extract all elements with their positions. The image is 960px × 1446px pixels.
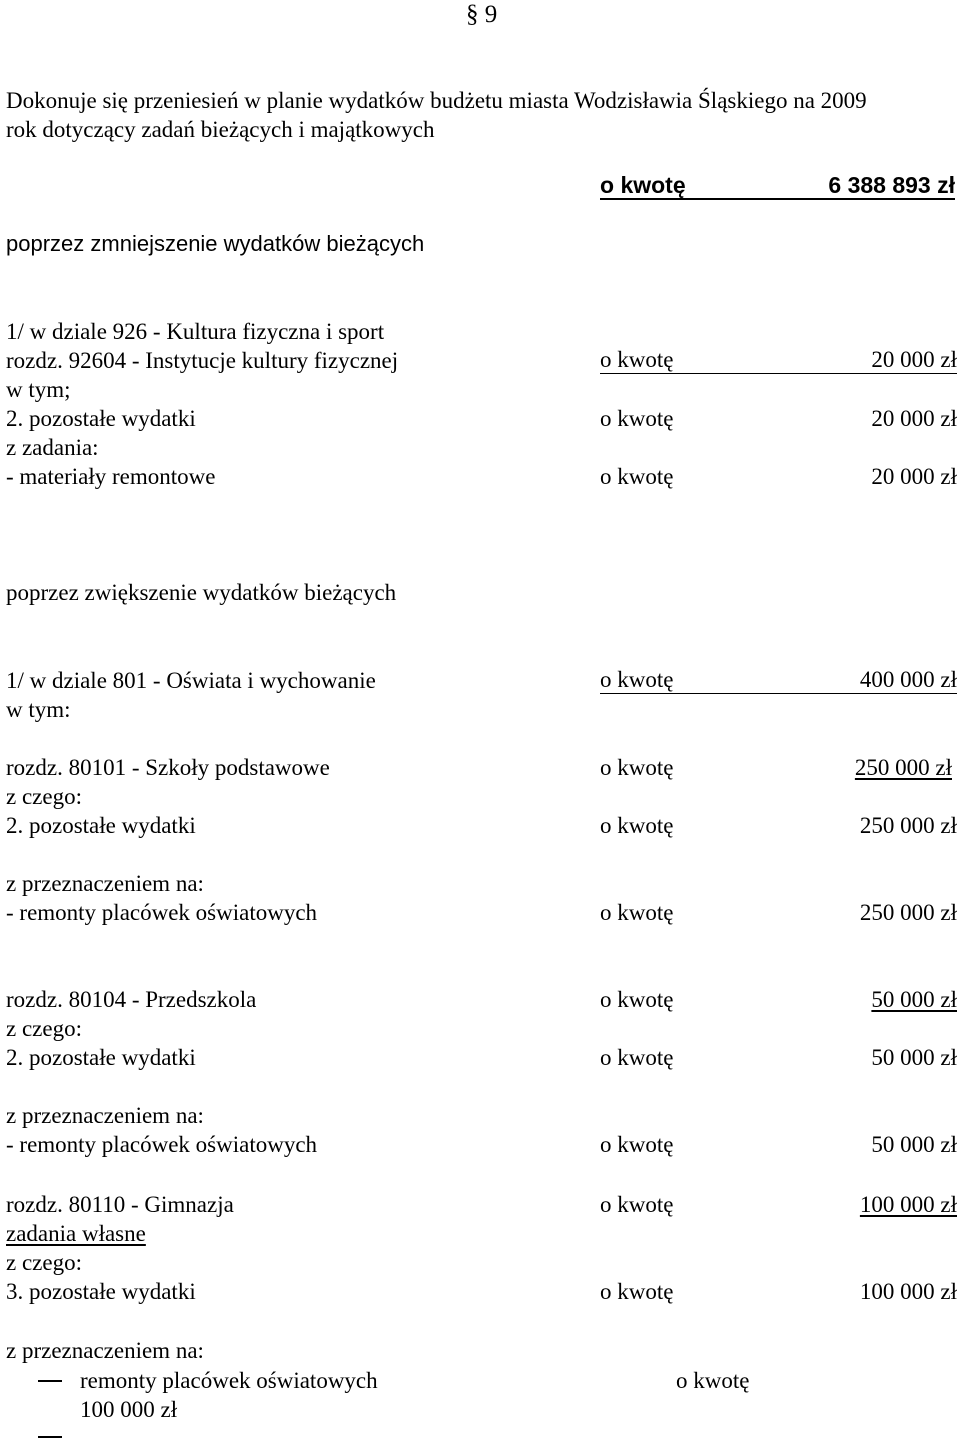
row-text: rozdz. 80110 - Gimnazja (6, 1192, 234, 1217)
row-amount: 50 000 zł (871, 1045, 957, 1070)
row-amount-line (600, 346, 957, 374)
decrease-heading: poprzez zmniejszenie wydatków bieżących (6, 231, 425, 256)
row-text: 2. pozostałe wydatki (6, 813, 196, 838)
row-kw: o kwotę (600, 900, 674, 925)
row-amount: 50 000 zł (871, 987, 957, 1012)
last-item-text: remonty placówek oświatowych (80, 1368, 378, 1393)
row-text: z przeznaczeniem na: (6, 1338, 204, 1363)
row-kw: o kwotę (600, 406, 674, 431)
row-amount: 250 000 zł (859, 900, 957, 925)
row-amount-line (600, 666, 957, 694)
row-kw: o kwotę (600, 987, 674, 1012)
total-amount: 6 388 893 zł (828, 172, 955, 198)
row-text: rozdz. 92604 - Instytucje kultury fizycznej (6, 348, 399, 373)
row-text: 2. pozostałe wydatki (6, 406, 196, 431)
dash-bullet (38, 1380, 62, 1382)
row-kw: o kwotę (600, 1045, 674, 1070)
row-text: z czego: (6, 1016, 82, 1041)
row-text: z czego: (6, 1250, 82, 1275)
row-text: rozdz. 80104 - Przedszkola (6, 987, 257, 1012)
row-kw: o kwotę (600, 755, 674, 780)
row-kw: o kwotę (600, 1192, 674, 1217)
total-label: o kwotę (600, 172, 686, 198)
intro-line-2: rok dotyczący zadań bieżących i majątkowych (6, 117, 435, 142)
row-text: w tym; (6, 377, 71, 402)
row-amount: 100 000 zł (859, 1279, 957, 1304)
row-kw: o kwotę (600, 1132, 674, 1157)
last-item-amount: 100 000 zł (80, 1397, 178, 1422)
row-text: z zadania: (6, 435, 99, 460)
row-text: - materiały remontowe (6, 464, 216, 489)
page-number: § 9 (466, 1, 498, 28)
row-text: z przeznaczeniem na: (6, 871, 204, 896)
row-amount: 20 000 zł (871, 406, 957, 431)
total-row (600, 172, 955, 200)
row-kw: o kwotę (600, 667, 674, 692)
row-amount: 250 000 zł (854, 755, 952, 780)
row-amount: 50 000 zł (871, 1132, 957, 1157)
row-text: z przeznaczeniem na: (6, 1103, 204, 1128)
row-kw: o kwotę (600, 813, 674, 838)
row-amount: 100 000 zł (859, 1192, 957, 1217)
row-text: 1/ w dziale 926 - Kultura fizyczna i sport (6, 319, 385, 344)
row-text: - remonty placówek oświatowych (6, 1132, 318, 1157)
row-amount: 250 000 zł (859, 813, 957, 838)
row-text: - remonty placówek oświatowych (6, 900, 318, 925)
row-kw: o kwotę (600, 1279, 674, 1304)
row-text: 3. pozostałe wydatki (6, 1279, 196, 1304)
row-text: 1/ w dziale 801 - Oświata i wychowanie (6, 668, 376, 693)
row-amount: 400 000 zł (859, 667, 957, 692)
intro-line-1: Dokonuje się przeniesień w planie wydatków budżetu miasta Wodzisławia Śląskiego na 2009 (6, 88, 867, 113)
row-kw: o kwotę (600, 347, 674, 372)
dash-bullet (38, 1436, 62, 1438)
last-item-kw: o kwotę (676, 1368, 750, 1393)
row-kw: o kwotę (600, 464, 674, 489)
row-amount: 20 000 zł (871, 464, 957, 489)
row-text: zadania własne (6, 1221, 146, 1246)
row-text: rozdz. 80101 - Szkoły podstawowe (6, 755, 330, 780)
row-amount: 20 000 zł (871, 347, 957, 372)
row-text: z czego: (6, 784, 82, 809)
increase-heading: poprzez zwiększenie wydatków bieżących (6, 580, 397, 605)
row-text: w tym: (6, 697, 71, 722)
row-text: 2. pozostałe wydatki (6, 1045, 196, 1070)
